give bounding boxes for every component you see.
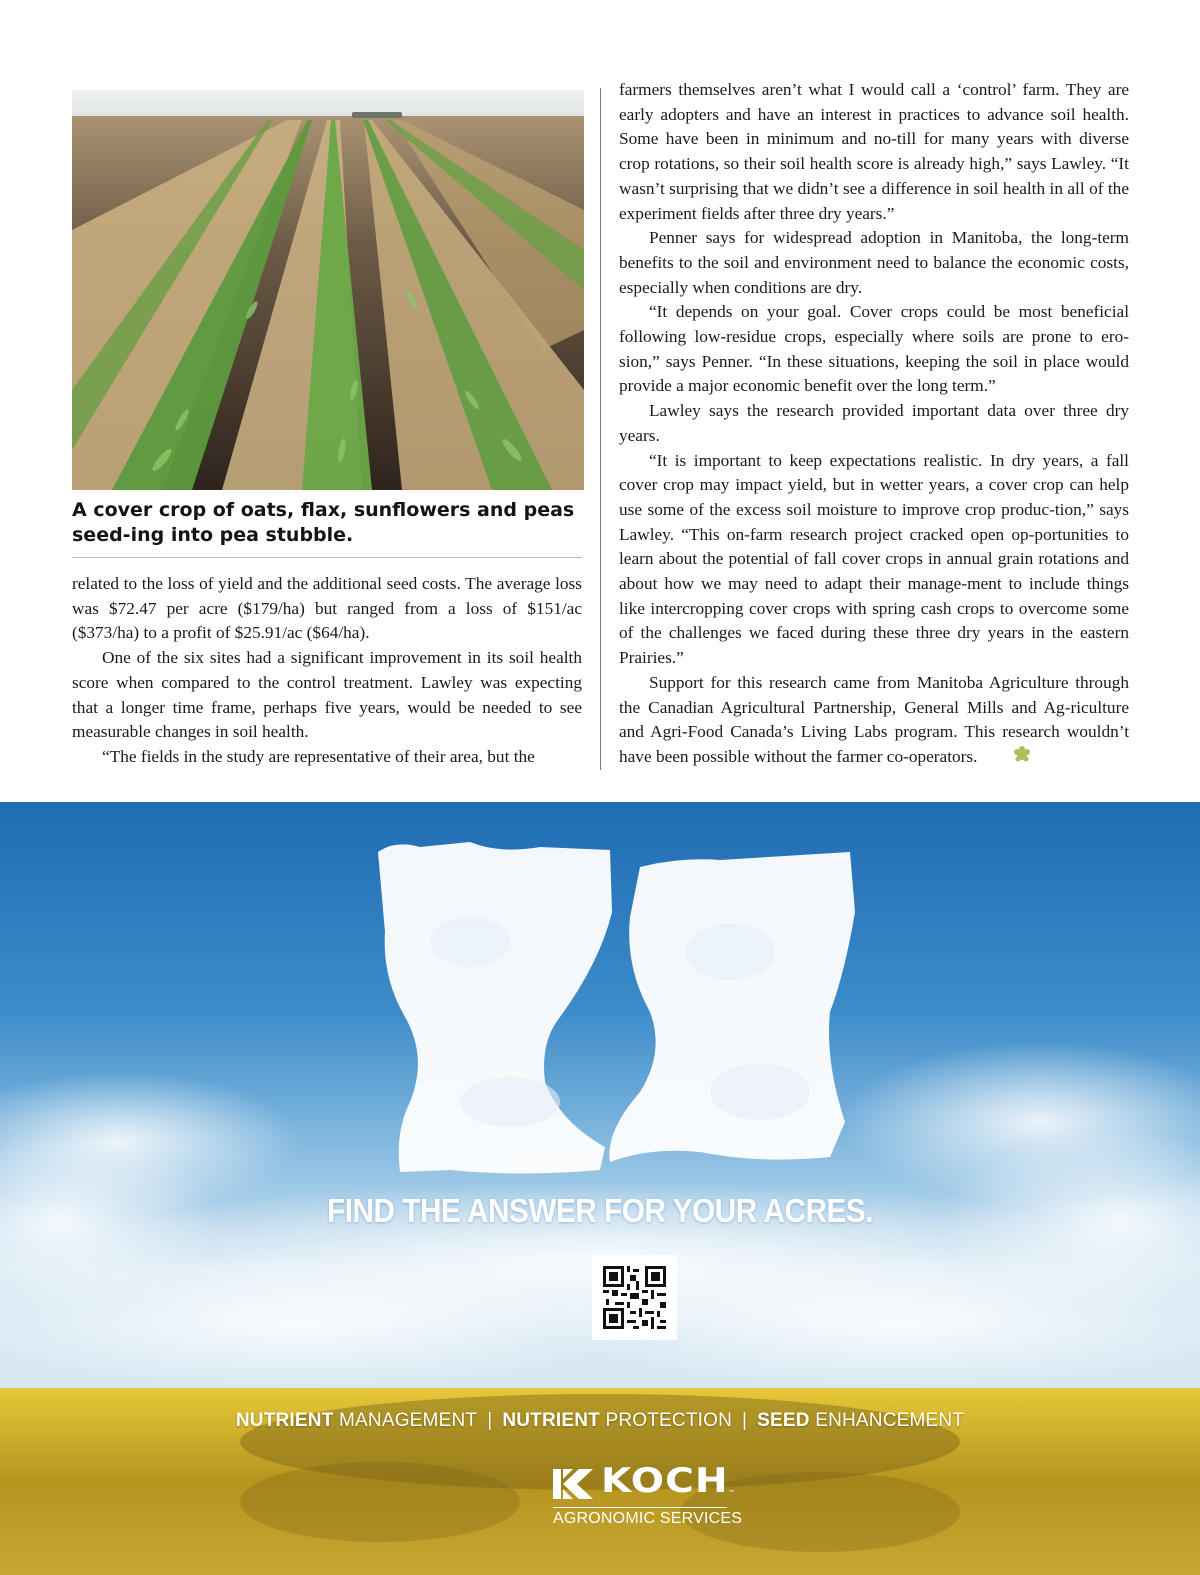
koch-logo[interactable] — [553, 1461, 743, 1537]
paragraph: farmers themselves aren’t what I would call a ‘control’ farm. They are early adopters and have an interest in practices to advance soil health. Some have been in minimum and no-till for many years with diverse crop rotations, so their soil health score is already high,” says Lawley. “It wasn’t surprising that we didn’t see a difference in soil health in all of the experiment fields after three dry years.” — [619, 80, 1129, 223]
qr-code[interactable] — [592, 1255, 677, 1340]
tagline-separator: | — [487, 1410, 493, 1431]
paragraph-last — [619, 671, 1129, 772]
column-divider — [600, 88, 601, 770]
logo-subtitle: AGRONOMIC SERVICES — [553, 1510, 743, 1527]
tagline-text: PROTECTION — [605, 1410, 733, 1431]
qr-code-icon — [603, 1266, 666, 1329]
paragraph-text: Support for this research came from Manitoba Agriculture through the Canadian Agricultural Partnership, General Mills and Ag-riculture and Agri-Food Canada’s Living Labs program. This research wouldn’t have been possible without the farmer co-operators. — [619, 672, 1129, 766]
sky-canola-background — [0, 802, 1200, 1575]
tagline-bold: NUTRIENT — [235, 1410, 334, 1431]
ad-headline: FIND THE ANSWER FOR YOUR ACRES. — [327, 1192, 873, 1229]
paragraph: “It is important to keep expectations realistic. In dry years, a fall cover crop may impact yield, but in wetter years, a cover crop can help use some of the excess soil moisture to improve crop produc-tion,” says Lawley. “This on-farm research project cracked open op-portunities to learn about the potential of fall cover crops in annual grain rotations and about how we may need to adapt their manage-ment to include things like intercropping cover crops with spring cash crops to overcome some of the challenges we faced during these three dry years in the eastern Prairies.” — [619, 450, 1129, 668]
leaf-end-mark-icon — [983, 746, 1031, 772]
tagline-text: MANAGEMENT — [339, 1410, 478, 1431]
logo-divider — [553, 1507, 727, 1508]
paragraph: Penner says for widespread adoption in Manitoba, the long-term benefits to the soil and environment need to balance the economic costs, especially when conditions are dry. — [619, 228, 1129, 297]
koch-advertisement — [0, 802, 1200, 1575]
paragraph: related to the loss of yield and the additional seed costs. The average loss was $72.47 per acre ($179/ha) but ranged from a loss of $151/ac ($373/ha) to a profit of $25.91/ac ($64/ha). — [72, 574, 582, 643]
cover-crop-photo-image — [72, 90, 584, 490]
tagline-text: ENHANCEMENT — [815, 1410, 965, 1431]
tagline-bold: SEED — [757, 1410, 810, 1431]
article-left-column — [72, 572, 582, 770]
field-photo — [72, 90, 584, 490]
paragraph: “The fields in the study are representative of their area, but the — [102, 746, 535, 766]
paragraph: Lawley says the research provided important data over three dry years. — [619, 401, 1129, 445]
logo-trademark: ™ — [728, 1489, 735, 1497]
logo-wordmark: KOCH — [601, 1461, 729, 1501]
tagline-bold: NUTRIENT — [502, 1410, 600, 1431]
article-right-column — [619, 78, 1129, 772]
ad-tagline — [0, 1410, 1200, 1432]
paragraph: One of the six sites had a significant improvement in its soil health score when compared to the control treatment. Lawley was expecting that a longer time frame, perhaps five years, would be needed to see measurable changes in soil health. — [72, 648, 582, 742]
tagline-separator: | — [742, 1410, 748, 1431]
koch-k-mark-icon — [553, 1469, 595, 1499]
paragraph: “It depends on your goal. Cover crops could be most beneficial following low-residue crops, especially where soils are prone to ero-sion,” says Penner. “In these situations, keeping the soil in place would provide a major economic benefit over the long term.” — [619, 302, 1129, 396]
photo-caption: A cover crop of oats, flax, sunflowers and peas seed-ing into pea stubble. — [72, 499, 575, 546]
caption-divider — [72, 557, 582, 558]
